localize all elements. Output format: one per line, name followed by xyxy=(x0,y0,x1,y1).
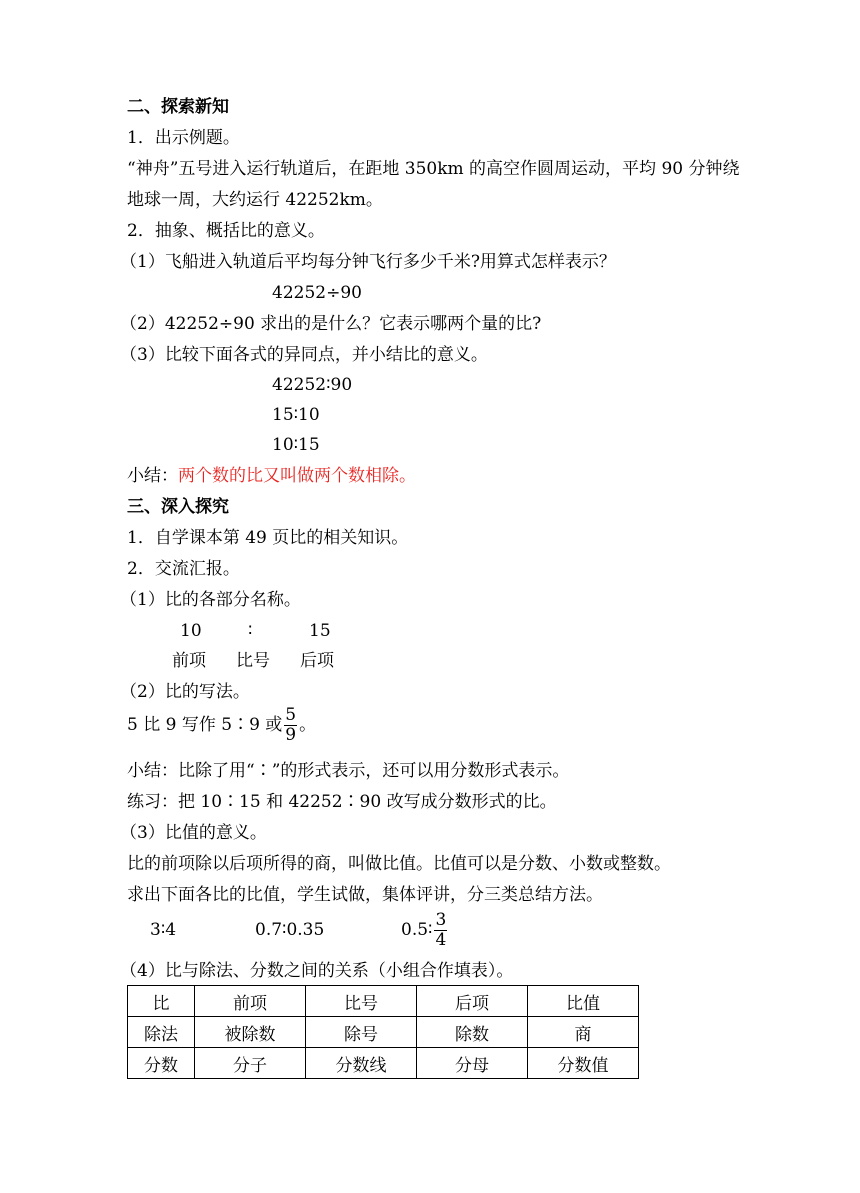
item-show-example: 1．出示例题。 xyxy=(127,128,240,148)
summary-fraction-form: 小结：比除了用“∶”的形式表示，还可以用分数形式表示。 xyxy=(127,761,570,781)
ratio-antecedent-value: 10 xyxy=(180,621,202,641)
item-report: 2．交流汇报。 xyxy=(127,559,240,579)
table-cell: 分数 xyxy=(128,1048,195,1079)
section3-heading: 三、深入探究 xyxy=(127,497,229,517)
fraction-3-4 xyxy=(434,911,447,950)
ratio-value-heading: （3）比值的意义。 xyxy=(120,823,267,843)
relation-heading: （4）比与除法、分数之间的关系（小组合作填表）。 xyxy=(120,961,514,981)
writing-example xyxy=(127,705,316,745)
fraction-numerator: 5 xyxy=(285,705,297,725)
fraction-numerator: 3 xyxy=(435,910,447,930)
table-cell: 除法 xyxy=(128,1017,195,1048)
ratio-value-task: 求出下面各比的比值，学生试做，集体评讲，分三类总结方法。 xyxy=(127,885,603,905)
table-cell: 比值 xyxy=(528,986,639,1017)
label-ratio-sign: 比号 xyxy=(236,651,270,671)
summary-label: 小结： xyxy=(127,466,178,486)
relation-table xyxy=(127,985,639,1079)
fraction-5-9 xyxy=(284,706,297,745)
table-row xyxy=(128,1048,639,1079)
exercise-ratio-2: 0.7∶0.35 xyxy=(255,920,325,940)
ratio-example-3: 10∶15 xyxy=(272,435,320,455)
table-cell: 前项 xyxy=(195,986,306,1017)
table-row xyxy=(128,986,639,1017)
table-cell: 分数值 xyxy=(528,1048,639,1079)
writing-heading: （2）比的写法。 xyxy=(120,682,250,702)
table-cell: 分子 xyxy=(195,1048,306,1079)
question-1: （1）飞船进入轨道后平均每分钟飞行多少千米?用算式怎样表示？ xyxy=(120,252,616,272)
table-cell: 分数线 xyxy=(306,1048,417,1079)
item-self-study: 1．自学课本第 49 页比的相关知识。 xyxy=(127,528,409,548)
example-text-line1: “神舟”五号进入运行轨道后，在距地 350km 的高空作圆周运动，平均 90 分钟绕 xyxy=(127,159,740,179)
exercise-ratio-3-text: 0.5∶ xyxy=(401,920,433,940)
ratio-example-2: 15∶10 xyxy=(272,405,320,425)
part-names-heading: （1）比的各部分名称。 xyxy=(120,590,301,610)
summary-highlight: 两个数的比又叫做两个数相除。 xyxy=(178,466,416,486)
label-consequent: 后项 xyxy=(300,651,334,671)
table-cell: 除数 xyxy=(417,1017,528,1048)
ratio-sign-value: ∶ xyxy=(248,621,253,641)
question-2: （2）42252÷90 求出的是什么？它表示哪两个量的比? xyxy=(120,314,542,334)
table-row xyxy=(128,1017,639,1048)
fraction-denominator: 9 xyxy=(285,725,297,745)
exercise-ratio-3 xyxy=(401,909,449,951)
ratio-value-definition: 比的前项除以后项所得的商，叫做比值。比值可以是分数、小数或整数。 xyxy=(127,854,671,874)
table-cell: 后项 xyxy=(417,986,528,1017)
section2-heading: 二、探索新知 xyxy=(127,97,229,117)
writing-text: 5 比 9 写作 5∶9 或 xyxy=(127,715,283,735)
table-cell: 比 xyxy=(128,986,195,1017)
table-cell: 除号 xyxy=(306,1017,417,1048)
expression-division: 42252÷90 xyxy=(272,283,362,303)
exercise-convert: 练习：把 10∶15 和 42252∶90 改写成分数形式的比。 xyxy=(127,792,557,812)
table-cell: 分母 xyxy=(417,1048,528,1079)
writing-period: 。 xyxy=(299,715,317,735)
table-cell: 商 xyxy=(528,1017,639,1048)
question-3: （3）比较下面各式的异同点，并小结比的意义。 xyxy=(120,345,488,365)
item-abstract-meaning: 2．抽象、概括比的意义。 xyxy=(127,221,325,241)
table-cell: 被除数 xyxy=(195,1017,306,1048)
fraction-denominator: 4 xyxy=(435,930,447,950)
ratio-example-1: 42252∶90 xyxy=(272,375,353,395)
summary-ratio-meaning xyxy=(127,465,416,487)
label-antecedent: 前项 xyxy=(172,651,206,671)
ratio-consequent-value: 15 xyxy=(309,621,331,641)
exercise-ratio-1: 3∶4 xyxy=(150,920,177,940)
table-cell: 比号 xyxy=(306,986,417,1017)
example-text-line2: 地球一周，大约运行 42252km。 xyxy=(127,190,383,210)
